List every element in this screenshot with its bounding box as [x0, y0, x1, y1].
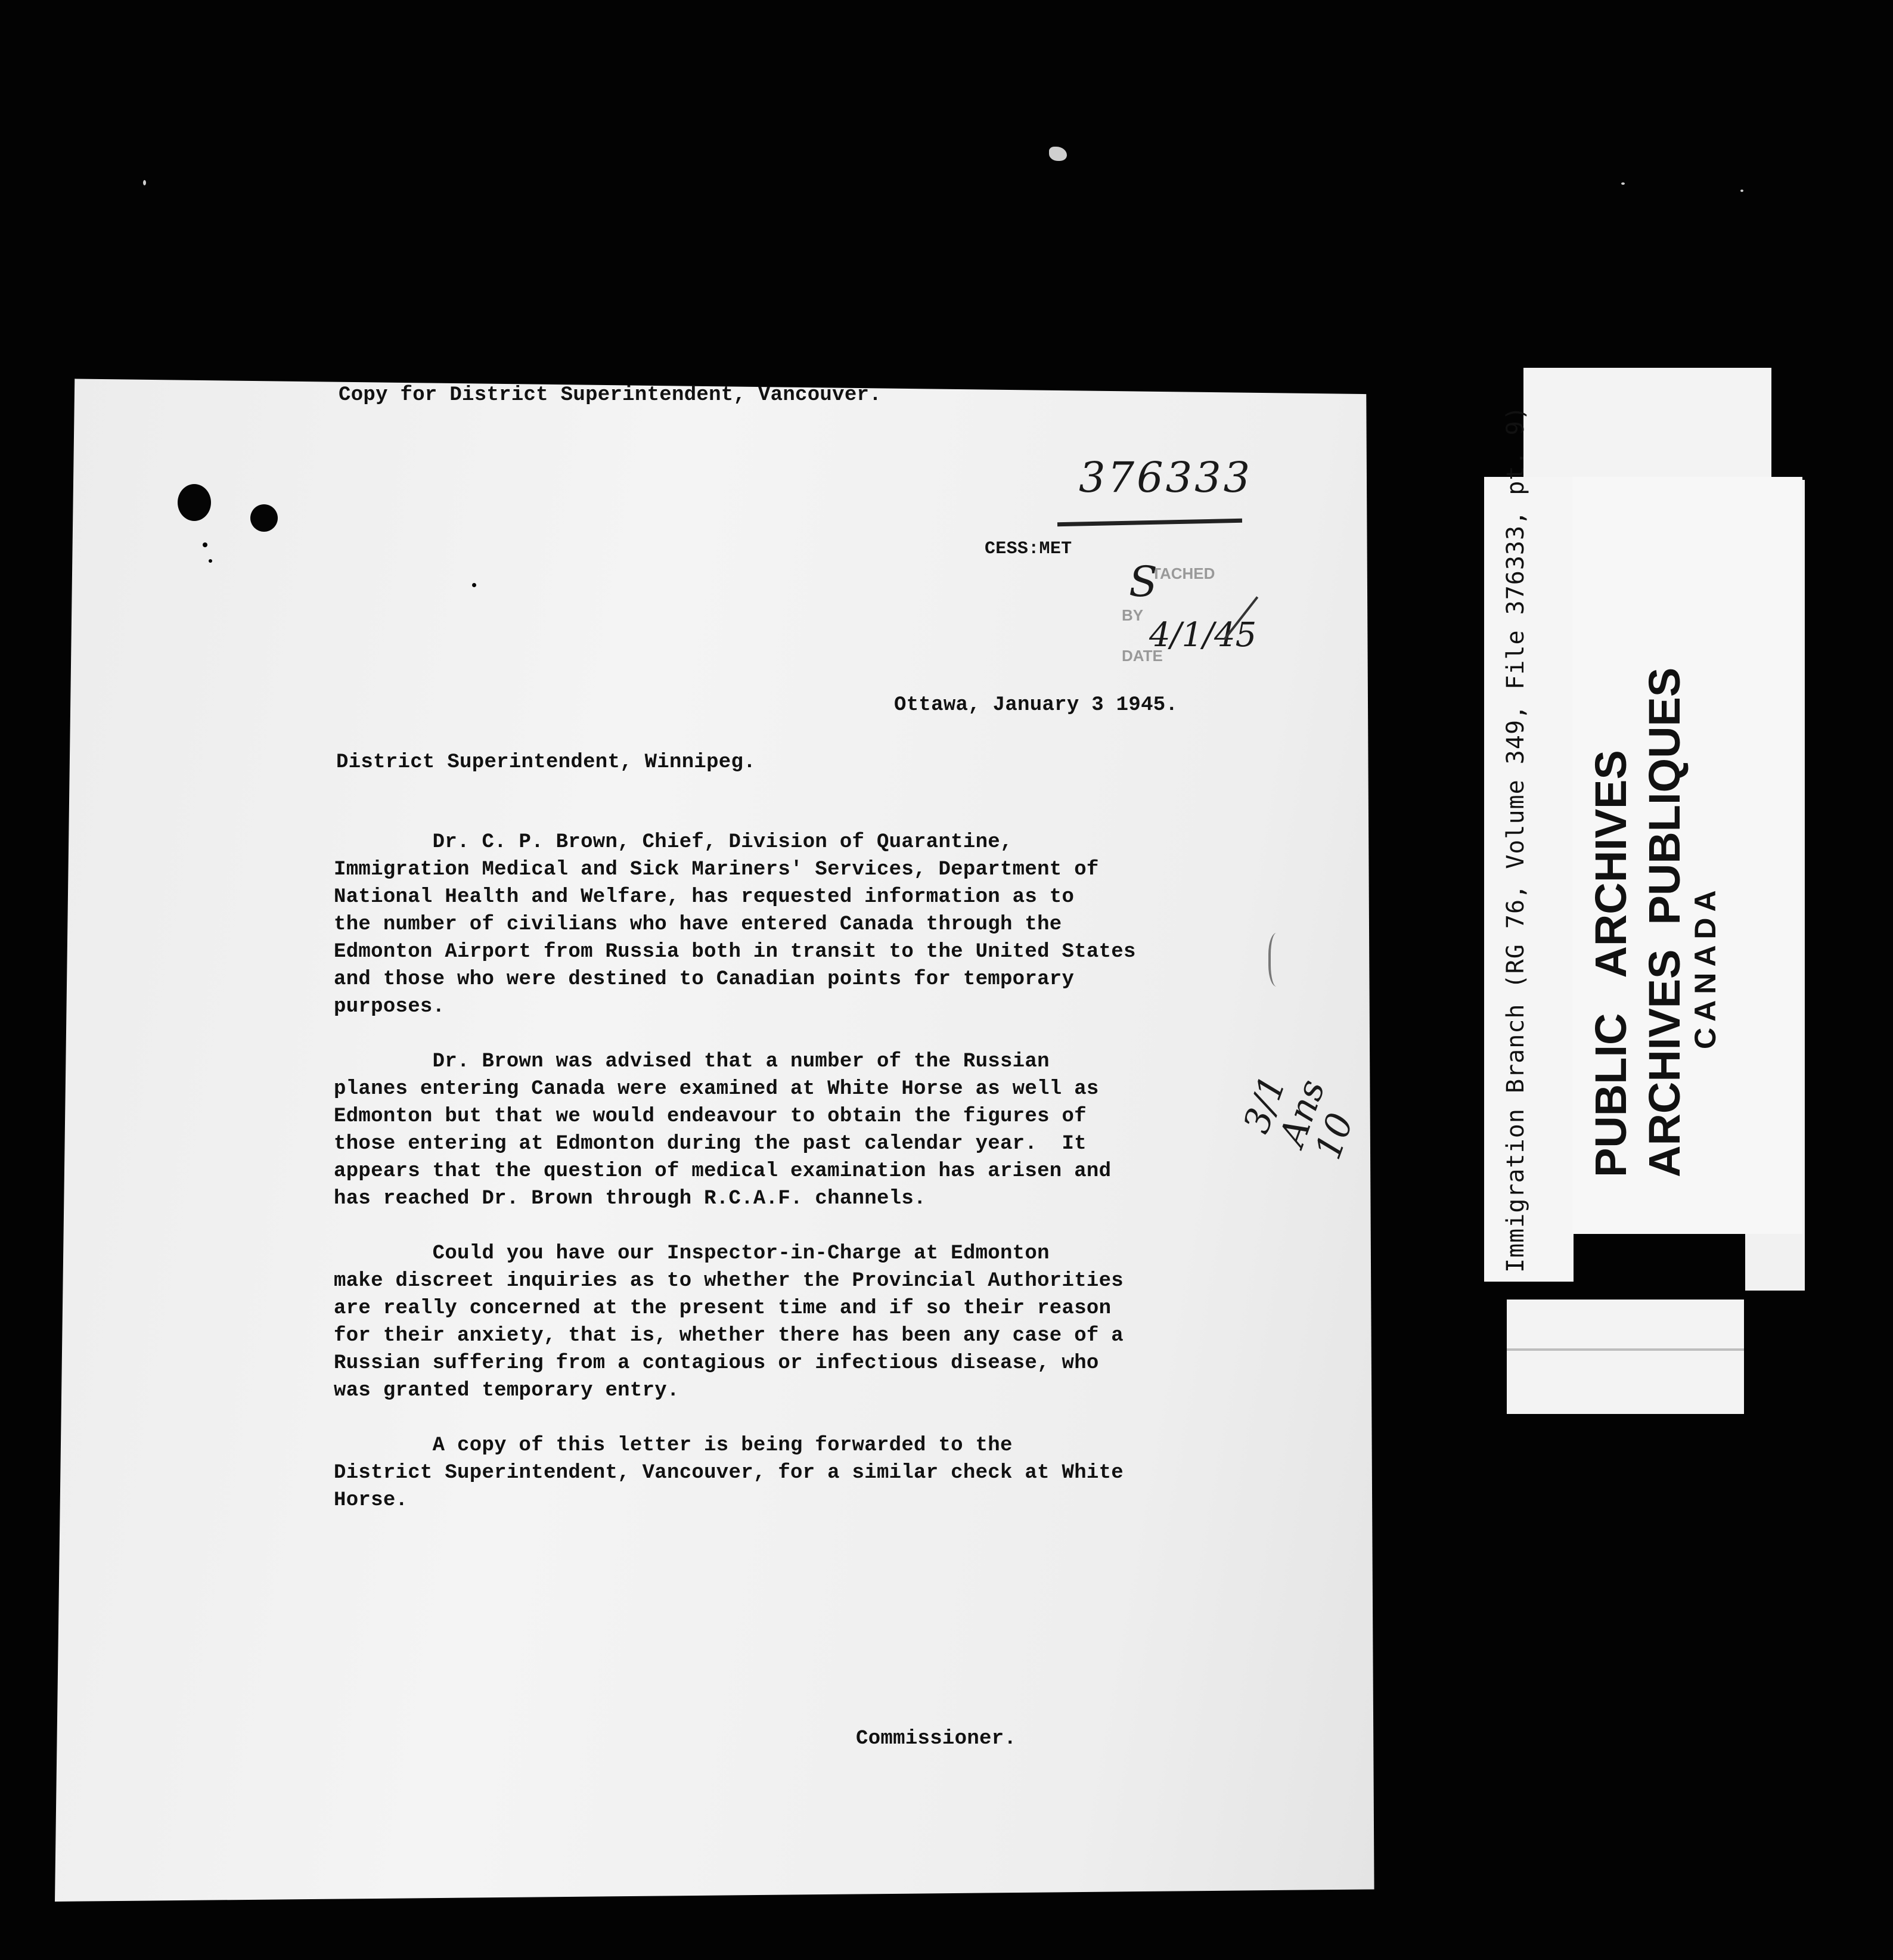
body-line: for their anxiety, that is, whether there has been any case of a	[334, 1325, 1124, 1347]
punch-hole	[178, 484, 211, 521]
body-line: those entering at Edmonton during the past calendar year. It	[334, 1133, 1087, 1155]
archive-label-line1: PUBLIC ARCHIVES	[1586, 750, 1636, 1177]
body-line: has reached Dr. Brown through R.C.A.F. channels.	[334, 1187, 926, 1210]
paragraph-3	[334, 1240, 1299, 1404]
label-tab-bottom-line	[1507, 1348, 1744, 1351]
margin-note-handwritten: 3/1 Ans 10	[1235, 1070, 1362, 1165]
addressee: District Superintendent, Winnipeg.	[336, 751, 756, 774]
copy-line: Copy for District Superintendent, Vancouver.	[339, 384, 882, 407]
dust-speck	[1621, 182, 1625, 185]
label-tab-bottom	[1507, 1300, 1744, 1414]
body-line: Edmonton but that we would endeavour to obtain the figures of	[334, 1105, 1087, 1128]
body-line: Immigration Medical and Sick Mariners' Services, Department of	[334, 858, 1099, 881]
letter-body	[334, 829, 1299, 1542]
paragraph-1	[334, 829, 1299, 1021]
archive-label-line2: ARCHIVES PUBLIQUES	[1640, 667, 1689, 1177]
archive-label-line3: CANADA	[1689, 884, 1722, 1049]
stamp-initial: S	[1129, 557, 1157, 606]
ink-dot	[209, 559, 212, 563]
margin-bracket	[1268, 933, 1289, 987]
body-line: Could you have our Inspector-in-Charge at Edmonton	[334, 1242, 1050, 1265]
body-line: Russian suffering from a contagious or infectious disease, who	[334, 1352, 1099, 1375]
file-number-handwritten: 376333	[1079, 453, 1253, 502]
label-tab-top	[1523, 368, 1771, 481]
body-line: was granted temporary entry.	[334, 1379, 679, 1402]
attached-stamp	[1116, 557, 1257, 677]
body-line: the number of civilians who have entered Canada through the	[334, 913, 1062, 936]
body-line: purposes.	[334, 995, 445, 1018]
stamp-label-date: DATE	[1122, 647, 1163, 665]
paragraph-4	[334, 1432, 1299, 1514]
body-line: District Superintendent, Vancouver, for a similar check at White	[334, 1462, 1124, 1484]
body-line: planes entering Canada were examined at White Horse as well as	[334, 1078, 1099, 1100]
body-line: are really concerned at the present time and if so their reason	[334, 1297, 1112, 1320]
date-line: Ottawa, January 3 1945.	[894, 694, 1178, 717]
dust-speck	[1049, 147, 1067, 161]
body-line: and those who were destined to Canadian points for temporary	[334, 968, 1075, 991]
body-line: Horse.	[334, 1489, 408, 1512]
paragraph-2	[334, 1048, 1299, 1212]
reference-code: CESS:MET	[985, 539, 1072, 559]
ink-dot	[203, 542, 207, 547]
punch-hole	[250, 504, 278, 532]
archive-reference: Immigration Branch (RG 76, Volume 349, File 376333, pt. 9)	[1502, 405, 1529, 1273]
body-line: A copy of this letter is being forwarded to the	[334, 1434, 1013, 1457]
body-line: National Health and Welfare, has requested information as to	[334, 886, 1075, 908]
body-line: Dr. Brown was advised that a number of the Russian	[334, 1050, 1050, 1073]
body-line: Dr. C. P. Brown, Chief, Division of Quarantine,	[334, 831, 1013, 854]
dust-speck	[1740, 190, 1743, 192]
ink-dot	[472, 583, 476, 587]
body-line: Edmonton Airport from Russia both in transit to the United States	[334, 941, 1136, 963]
dust-speck	[143, 180, 146, 185]
stamp-label-top: TACHED	[1152, 565, 1215, 582]
body-line: make discreet inquiries as to whether the Provincial Authorities	[334, 1270, 1124, 1292]
stamp-label-by: BY	[1122, 606, 1144, 624]
signature-title: Commissioner.	[856, 1728, 1017, 1750]
body-line: appears that the question of medical examination has arisen and	[334, 1160, 1112, 1183]
stamp-date-handwritten: 4/1/45	[1149, 616, 1257, 655]
